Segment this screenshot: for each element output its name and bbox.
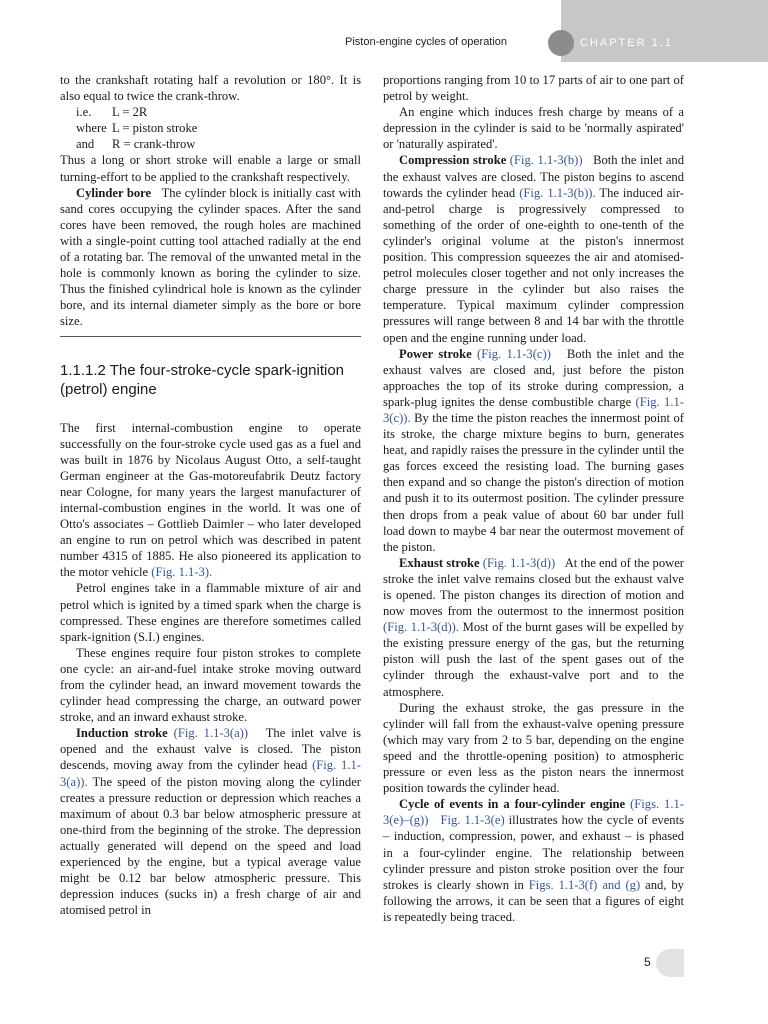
running-title: Piston-engine cycles of operation <box>345 36 508 48</box>
figure-link[interactable]: (Fig. 1.1-3). <box>151 565 213 580</box>
chapter-tab-circle <box>548 30 574 56</box>
figure-link[interactable]: (Fig. 1.1-3(a)). <box>60 758 361 789</box>
body-text: The cylinder block is initially cast with sand cores occupying the cylinder spaces. After the sand cores have been removed, the rough holes are machined with a single-point cutting tool attached radially at the end of a rotating bar. The removal of the unwanted metal in the hole is commonly known as boring the cylinder to size. Thus the finished cylindrical hole is known as the cylinder bore, and its internal diameter simply as the bore or bore size. <box>60 185 361 329</box>
body-text: illustrates how the cycle of events – induction, compression, power, and exhaust – is phased in a four-cylinder engine. The relationship between cylinder pressure and piston stroke position over the four strokes is clearly shown in <box>383 813 684 892</box>
paragraph-exhaust-stroke <box>383 555 684 700</box>
paragraph: During the exhaust stroke, the gas pressure in the cylinder will fall from the exhaust-valve opening pressure (which may vary from 2 to 5 bar, depending on the engine speed and the throttle-opening position) to atmospheric pressure or even less as the piston nears the innermost position towards the cylinder head. <box>383 700 684 796</box>
right-column <box>383 72 684 925</box>
paragraph-cycle-of-events <box>383 796 684 925</box>
equation-row <box>60 136 361 152</box>
paragraph: An engine which induces fresh charge by means of a depression in the cylinder is said to be 'normally aspirated' or 'naturally aspirated'. <box>383 105 684 152</box>
figure-link[interactable]: (Fig. 1.1-3(d)). <box>383 620 460 635</box>
figure-link[interactable]: (Fig. 1.1-3(b)). <box>519 185 596 200</box>
body-text: At the end of the power stroke the inlet valve remains closed but the exhaust valve is opened. The piston changes its direction of motion and now moves from the outermost to the innermost position <box>383 555 684 619</box>
paragraph-induction-stroke <box>60 725 361 918</box>
equation-lead: i.e. <box>76 105 92 120</box>
equation-formula: L = piston stroke <box>112 121 198 136</box>
paragraph: Petrol engines take in a flammable mixture of air and petrol which is ignited by a timed spark when the charge is compressed. These engines are therefore sometimes called spark-ignition (S.I.) engines. <box>60 581 361 644</box>
paragraph <box>60 420 361 581</box>
page-number: 5 <box>644 955 651 969</box>
equation-row <box>60 104 361 120</box>
chapter-label: CHAPTER 1.1 <box>580 37 673 49</box>
section-rule <box>60 336 361 337</box>
run-in-heading: Cylinder bore <box>76 185 152 200</box>
body-text: The speed of the piston moving along the cylinder creates a pressure reduction or depression which reaches a maximum of about 0.3 bar below atmospheric pressure at one-third from the beginning of the stroke. The depression actually generated will depend on the speed and load experienced by the engine, but a typical average value might be 0.12 bar below atmospheric pressure. This depression induces (sucks in) a fresh charge of air and atomised petrol in <box>60 774 362 918</box>
body-text: The induced air-and-petrol charge is progressively compressed to something of the order of one-eighth to one-tenth of the cylinder's original volume at the piston's innermost position. This compression squeezes the air and atomised-petrol molecules closer together and not only increases the charge pressure in the cylinder but also raises the temperature. Typical maximum cylinder compression pressures will range between 8 and 14 bar with the throttle open and the engine running under load. <box>383 185 685 345</box>
figure-link[interactable]: (Fig. 1.1-3(c)) <box>477 346 551 361</box>
paragraph: to the crankshaft rotating half a revolution or 180°. It is also equal to twice the crank-throw. <box>60 73 361 104</box>
run-in-heading: Induction stroke <box>76 726 168 741</box>
run-in-heading: Compression stroke <box>399 153 507 168</box>
paragraph: Thus a long or short stroke will enable a large or small turning-effort to be applied to the crankshaft respectively. <box>60 153 361 184</box>
page-number-tab <box>656 949 684 977</box>
figure-link[interactable]: (Fig. 1.1-3(a)) <box>173 726 249 741</box>
paragraph-compression-stroke <box>383 152 684 345</box>
figure-link[interactable]: (Fig. 1.1-3(b)) <box>509 153 583 168</box>
figure-link[interactable]: Figs. 1.1-3(f) and (g) <box>528 877 641 892</box>
run-in-heading: Exhaust stroke <box>399 555 480 570</box>
equation-formula: L = 2R <box>112 105 148 120</box>
run-in-heading: Cycle of events in a four-cylinder engine <box>399 797 626 812</box>
body-text: Both the inlet and the exhaust valves are closed. The piston begins to ascend towards the cylinder head <box>383 153 685 200</box>
body-text: Both the inlet and the exhaust valves are closed and, just before the piston approaches the top of its stroke during compression, a spark-plug ignites the dense combustible charge <box>383 346 684 409</box>
body-text: The inlet valve is opened and the exhaust valve is closed. The piston descends, moving away from the cylinder head <box>60 726 361 773</box>
equation-lead: and <box>76 137 95 152</box>
equation-formula: R = crank-throw <box>112 137 196 152</box>
paragraph-power-stroke <box>383 346 684 555</box>
left-column <box>60 72 361 918</box>
paragraph-cylinder-bore <box>60 185 361 330</box>
figure-link[interactable]: (Figs. 1.1-3(e)–(g)) <box>383 797 684 828</box>
run-in-heading: Power stroke <box>399 346 472 361</box>
figure-link[interactable]: (Fig. 1.1-3(d)) <box>482 555 556 570</box>
figure-link[interactable]: (Fig. 1.1-3(c)). <box>383 394 684 425</box>
chapter-tab <box>561 0 768 62</box>
body-text: and, by following the arrows, it can be seen that a figures of eight is repeatedly being traced. <box>383 877 684 924</box>
paragraph: proportions ranging from 10 to 17 parts of air to one part of petrol by weight. <box>383 73 684 104</box>
body-text: The first internal-combustion engine to operate successfully on the four-stroke cycle used gas as a fuel and was built in 1876 by Nicolaus August Otto, a self-taught German engineer at the Gas-motoreufabrik Deutz factory near Cologne, for many years the largest manufacturer of internal-combustion engines in the world. It was one of Otto's associates – Gottlieb Daimler – who later developed an engine to run on petrol which was described in patent number 4315 of 1885. He also pioneered its application to the motor vehicle <box>60 420 361 580</box>
paragraph: These engines require four piston strokes to complete one cycle: an air-and-fuel intake stroke moving outward from the cylinder head, an inward movement towards the cylinder head compressing the charge, an outward power stroke, and an inward exhaust stroke. <box>60 645 361 725</box>
section-heading: 1.1.1.2 The four-stroke-cycle spark-ignition (petrol) engine <box>60 361 345 398</box>
body-text: By the time the piston reaches the innermost point of its stroke, the charge mixture begins to burn, generates heat, and rapidly raises the pressure in the cylinder until the gas forces exceed the resisting load. The burning gases then expand and so change the piston's direction of motion and push it to its outermost position. The cylinder pressure then drops from a peak value of about 60 bar under full load down to maybe 4 bar near the outermost movement of the piston. <box>383 410 684 554</box>
equation-lead: where <box>76 121 107 136</box>
equation-row <box>60 120 361 136</box>
body-text: Most of the burnt gases will be expelled by the existing pressure energy of the gas, but the returning piston will push the last of the spent gases out of the cylinder through the exhaust-valve port and to the atmosphere. <box>383 620 684 699</box>
figure-link[interactable]: Fig. 1.1-3(e) <box>440 813 505 828</box>
